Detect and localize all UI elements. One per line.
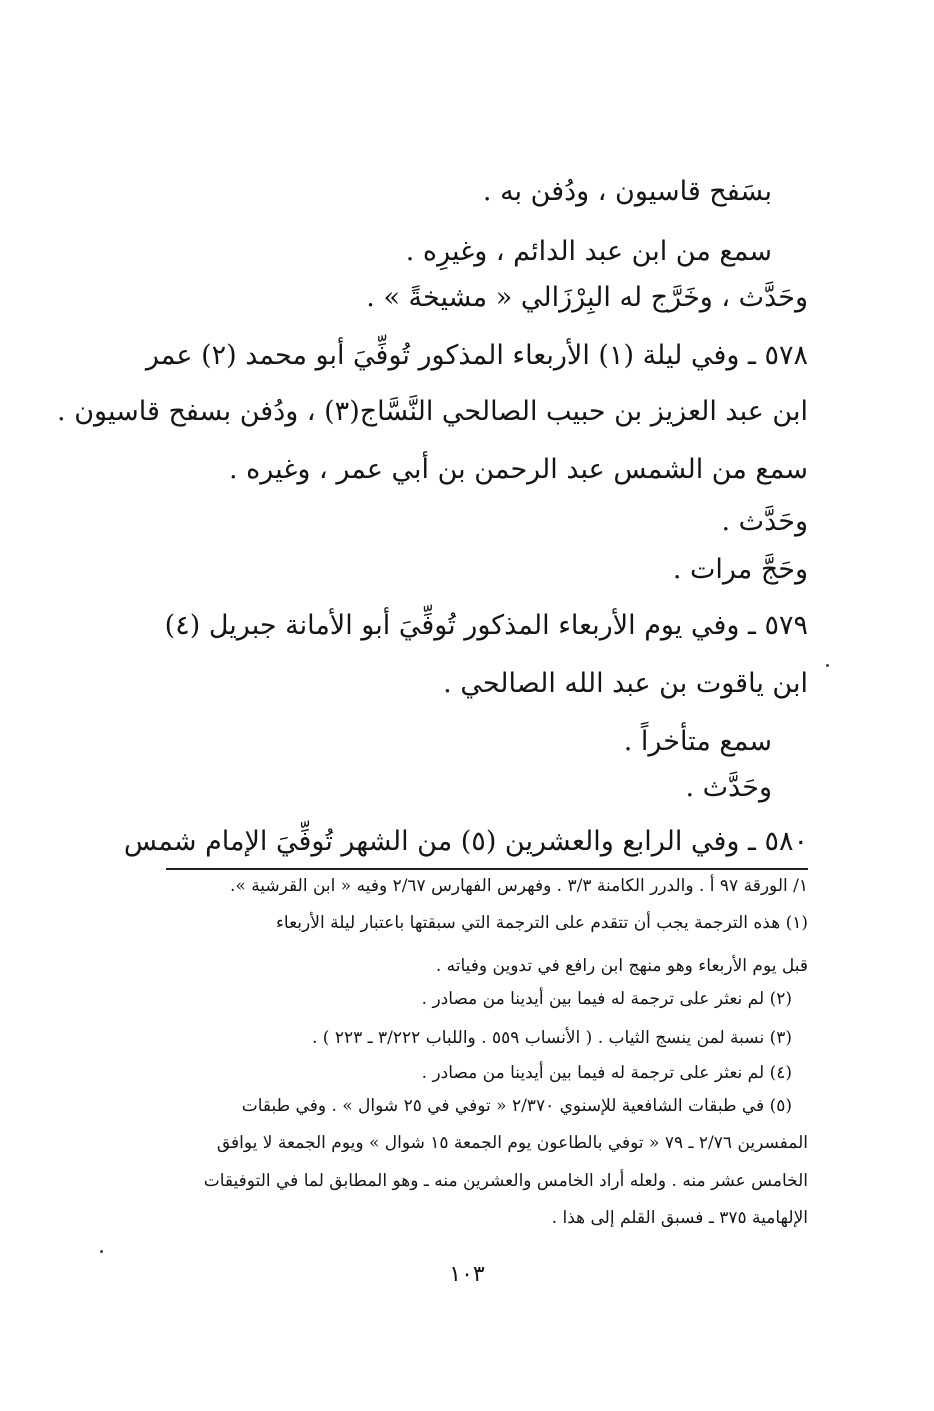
text-line: ابن ياقوت بن عبد الله الصالحي . bbox=[443, 668, 808, 699]
footnote-separator bbox=[166, 868, 808, 870]
text-line: وحَدَّث ، وخَرَّج له البِرْزَالي « مشيخةً » . bbox=[366, 282, 808, 313]
footnote-line: (١) هذه الترجمة يجب أن تتقدم على الترجمة التي سبقتها باعتبار ليلة الأربعاء bbox=[275, 913, 808, 933]
text-line: سمع من ابن عبد الدائم ، وغيرِه . bbox=[405, 236, 772, 267]
footnote-line: الإلهامية ٣٧٥ ـ فسبق القلم إلى هذا . bbox=[551, 1208, 808, 1228]
footnote-line: (٥) في طبقات الشافعية للإسنوي ٢/٣٧٠ « توفي في ٢٥ شوال » . وفي طبقات bbox=[241, 1096, 792, 1116]
text-line: وحَدَّث . bbox=[685, 772, 772, 803]
entry-580-heading: ٥٨٠ ـ وفي الرابع والعشرين (٥) من الشهر تُوفِّيَ الإمام شمس bbox=[123, 826, 808, 857]
page-number: ١٠٣ bbox=[449, 1262, 485, 1287]
footnote-line: الخامس عشر منه . ولعله أراد الخامس والعشرين منه ـ وهو المطابق لما في التوفيقات bbox=[203, 1171, 808, 1191]
scan-speck bbox=[100, 1250, 103, 1253]
entry-579-heading: ٥٧٩ ـ وفي يوم الأربعاء المذكور تُوفِّيَ أبو الأمانة جبريل (٤) bbox=[164, 610, 808, 641]
footnote-line: قبل يوم الأربعاء وهو منهج ابن رافع في تدوين وفياته . bbox=[435, 956, 808, 976]
text-line: سمع من الشمس عبد الرحمن بن أبي عمر ، وغيره . bbox=[228, 454, 808, 485]
footnote-line: (٤) لم نعثر على ترجمة له فيما بين أيدينا من مصادر . bbox=[421, 1063, 792, 1083]
text-line: بسَفح قاسيون ، ودُفن به . bbox=[482, 176, 772, 207]
scan-speck bbox=[826, 664, 829, 667]
footnote-line: (٣) نسبة لمن ينسج الثياب . ( الأنساب ٥٥٩ . واللباب ٣/٢٢٢ ـ ٢٢٣ ) . bbox=[311, 1028, 792, 1048]
footnote-line: (٢) لم نعثر على ترجمة له فيما بين أيدينا من مصادر . bbox=[421, 989, 792, 1009]
text-line: وحَدَّث . bbox=[721, 506, 808, 537]
entry-578-heading: ٥٧٨ ـ وفي ليلة (١) الأربعاء المذكور تُوفِّيَ أبو محمد (٢) عمر bbox=[145, 340, 808, 371]
text-line: وحَجَّ مرات . bbox=[672, 554, 808, 585]
footnote-line: ١/ الورقة ٩٧ أ . والدرر الكامنة ٣/٣ . وفهرس الفهارس ٢/٦٧ وفيه « ابن القرشية ». bbox=[229, 876, 808, 896]
text-line: ابن عبد العزيز بن حبيب الصالحي النَّسَّاج(٣) ، ودُفن بسفح قاسيون . bbox=[57, 396, 808, 427]
footnote-line: المفسرين ٢/٧٦ ـ ٧٩ « توفي بالطاعون يوم الجمعة ١٥ شوال » ويوم الجمعة لا يوافق bbox=[216, 1133, 808, 1153]
text-line: سمع متأخراً . bbox=[623, 726, 772, 757]
